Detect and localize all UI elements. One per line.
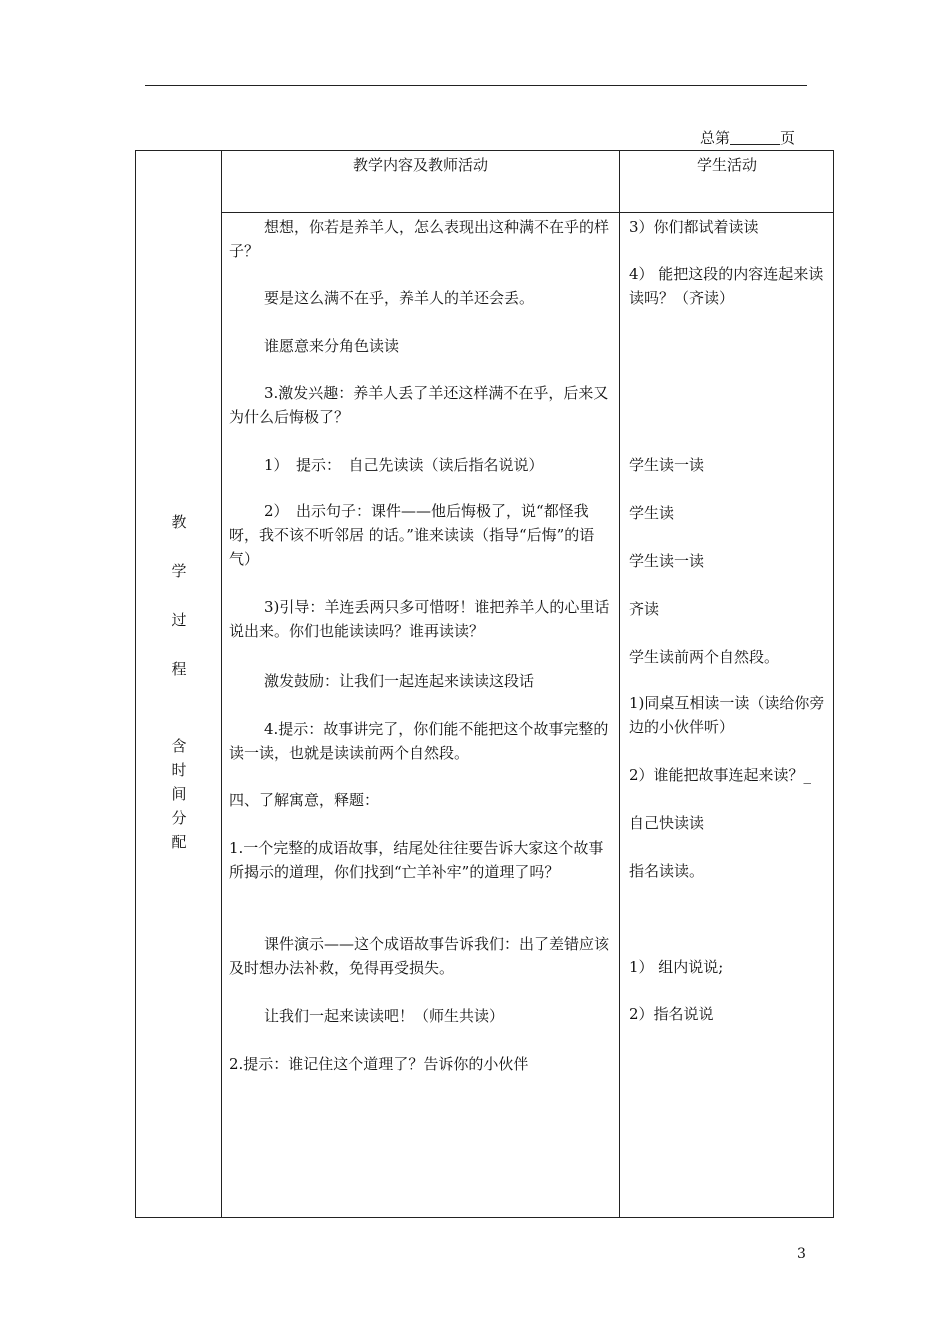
teacher-paragraph: 3)引导：羊连丢两只多可惜呀！谁把养羊人的心里话说出来。你们也能读读吗？谁再读读？ bbox=[229, 598, 610, 640]
page-total-suffix: 页 bbox=[780, 129, 796, 147]
student-paragraph: 1)同桌互相读一读（读给你旁边的小伙伴听） bbox=[629, 694, 825, 736]
teacher-paragraph: 2） 出示句子：课件——他后悔极了，说“都怪我呀，我不该不听邻居 的话。”谁来读读（指导“后悔”的语气） bbox=[229, 502, 595, 568]
side-char: 时 bbox=[171, 761, 187, 779]
teacher-activity-cell bbox=[229, 151, 614, 1217]
side-char: 间 bbox=[171, 785, 187, 803]
side-char: 程 bbox=[171, 660, 187, 678]
col-divider-2 bbox=[619, 151, 620, 1217]
student-paragraph: 自己快读读 bbox=[629, 814, 705, 832]
teacher-column-header: 教学内容及教师活动 bbox=[352, 156, 488, 174]
teacher-paragraph: 课件演示——这个成语故事告诉我们：出了差错应该及时想办法补救，免得再受损失。 bbox=[229, 935, 610, 977]
page-total-blank bbox=[730, 130, 780, 145]
teacher-paragraph: 要是这么满不在乎，养羊人的羊还会丢。 bbox=[264, 289, 535, 307]
teacher-paragraph: 激发鼓励：让我们一起连起来读读这段话 bbox=[264, 672, 535, 690]
student-paragraph: 齐读 bbox=[629, 600, 660, 618]
student-activity-cell bbox=[629, 151, 834, 1217]
student-paragraph: 4） 能把这段的内容连起来读读吗？（齐读） bbox=[629, 265, 824, 307]
teacher-paragraph: 想想，你若是养羊人，怎么表现出这种满不在乎的样子？ bbox=[229, 218, 610, 260]
side-char: 过 bbox=[171, 611, 187, 629]
page-number: 3 bbox=[797, 1246, 806, 1262]
student-column-header: 学生活动 bbox=[696, 156, 757, 174]
side-char: 学 bbox=[171, 562, 187, 580]
student-paragraph: 学生读一读 bbox=[629, 552, 705, 570]
student-paragraph: 指名读读。 bbox=[629, 862, 705, 880]
teacher-paragraph: 让我们一起来读读吧！（师生共读） bbox=[264, 1007, 505, 1025]
student-paragraph: 学生读前两个自然段。 bbox=[629, 648, 780, 666]
lesson-table bbox=[135, 150, 834, 1218]
page-total-prefix: 总第 bbox=[700, 129, 731, 147]
student-paragraph: 学生读 bbox=[629, 504, 675, 522]
teacher-paragraph: 谁愿意来分角色读读 bbox=[264, 337, 400, 355]
page-total-label bbox=[700, 127, 795, 148]
side-char: 含 bbox=[171, 737, 187, 755]
teacher-paragraph: 3.激发兴趣：养羊人丢了羊还这样满不在乎，后来又为什么后悔极了？ bbox=[229, 384, 609, 426]
header-rule bbox=[145, 85, 807, 86]
teacher-paragraph: 4.提示：故事讲完了，你们能不能把这个故事完整的读一读，也就是读读前两个自然段。 bbox=[229, 720, 609, 762]
student-paragraph: 3）你们都试着读读 bbox=[629, 218, 759, 236]
teacher-paragraph: 2.提示：谁记住这个道理了？告诉你的小伙伴 bbox=[229, 1055, 529, 1073]
side-label-time-allocation bbox=[136, 735, 222, 855]
side-char: 配 bbox=[171, 833, 187, 851]
teacher-paragraph: 1.一个完整的成语故事，结尾处往往要告诉大家这个故事所揭示的道理，你们找到“亡羊补牢”的道理了吗？ bbox=[229, 839, 604, 881]
student-paragraph: 学生读一读 bbox=[629, 456, 705, 474]
side-char: 分 bbox=[171, 809, 187, 827]
student-paragraph: 2）指名说说 bbox=[629, 1005, 714, 1023]
side-char: 教 bbox=[171, 513, 187, 531]
teacher-paragraph: 1） 提示： 自己先读读（读后指名说说） bbox=[264, 456, 544, 474]
student-paragraph: 1） 组内说说; bbox=[629, 958, 724, 976]
student-paragraph: 2）谁能把故事连起来读？_ bbox=[629, 766, 812, 784]
teacher-section-heading: 四、了解寓意，释题： bbox=[229, 791, 380, 809]
side-label-teaching-process bbox=[136, 511, 222, 707]
